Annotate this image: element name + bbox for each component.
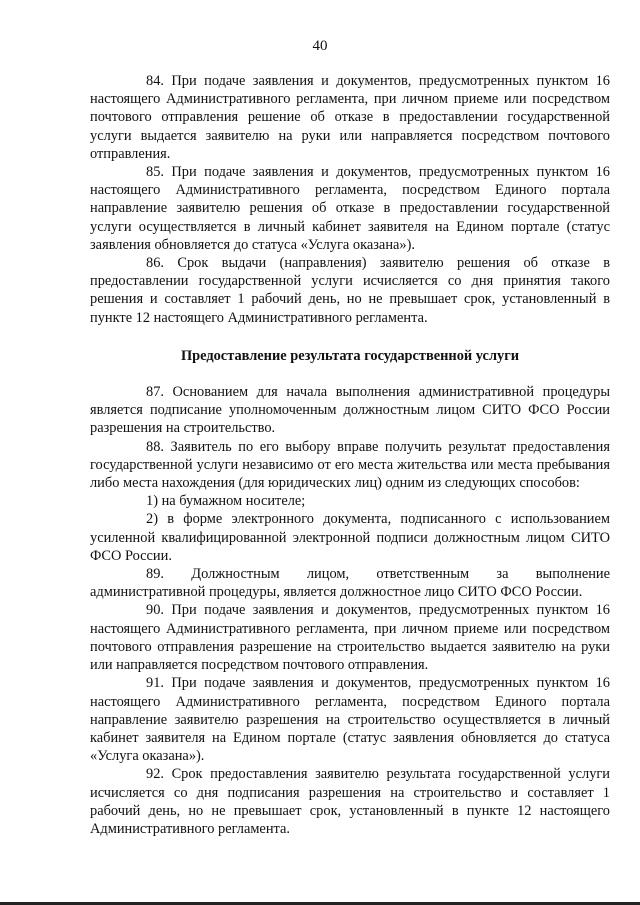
page-number: 40	[312, 38, 328, 54]
paragraph-92: 92. Срок предоставления заявителю результата государственной услуги исчисляется со дня подписания разрешения на строительство и составляет 1 рабочий день, но не превышает срок, установленный в пункте 12 настоящего Административного регламента.	[90, 766, 610, 837]
paragraph-91: 91. При подаче заявления и документов, предусмотренных пунктом 16 настоящего Административного регламента, посредством Единого портала направление заявителю разрешения на строительство осуществляется в личный кабинет заявителя на Едином портале (статус заявления обновляется до статуса «Услуга оказана»).	[90, 675, 610, 765]
paragraph-85: 85. При подаче заявления и документов, предусмотренных пунктом 16 настоящего Административного регламента, посредством Единого портала направление заявителю решения об отказе в предоставлении государственной услуги осуществляется в личный кабинет заявителя на Едином портале (статус заявления обновляется до статуса «Услуга оказана»).	[90, 164, 610, 253]
paragraph-90: 90. При подаче заявления и документов, предусмотренных пунктом 16 настоящего Административного регламента, при личном приеме или посредством почтового отправления разрешение на строительство выдается заявителю на руки или направляется посредством почтового отправления.	[90, 602, 610, 674]
list-item-1: 1) на бумажном носителе;	[146, 493, 306, 510]
paragraph-84: 84. При подаче заявления и документов, предусмотренных пунктом 16 настоящего Административного регламента, при личном приеме или посредством почтового отправления решение об отказе в предоставлении государственной услуги выдается заявителю на руки или направляется посредством почтового отправления.	[90, 73, 610, 162]
paragraph-88: 88. Заявитель по его выбору вправе получить результат предоставления государственной услуги независимо от его места жительства или места пребывания либо места нахождения (для юридических лиц) одним из следующих способов:	[90, 438, 610, 492]
list-item-2: 2) в форме электронного документа, подписанного с использованием усиленной квалифицированной электронной подписи должностным лицом СИТО ФСО России.	[90, 511, 610, 564]
paragraph-87: 87. Основанием для начала выполнения административной процедуры является подписание уполномоченным должностным лицом СИТО ФСО России разрешения на строительство.	[90, 384, 610, 437]
section-heading: Предоставление результата государственной услуги	[180, 347, 520, 364]
paragraph-89: 89. Должностным лицом, ответственным за выполнение административной процедуры, является должностное лицо СИТО ФСО России.	[90, 566, 610, 601]
paragraph-86: 86. Срок выдачи (направления) заявителю решения об отказе в предоставлении государственной услуги исчисляется со дня принятия такого решения и составляет 1 рабочий день, но не превышает срок, установленный в пункте 12 настоящего Административного регламента.	[90, 255, 610, 326]
page-body	[90, 72, 610, 838]
